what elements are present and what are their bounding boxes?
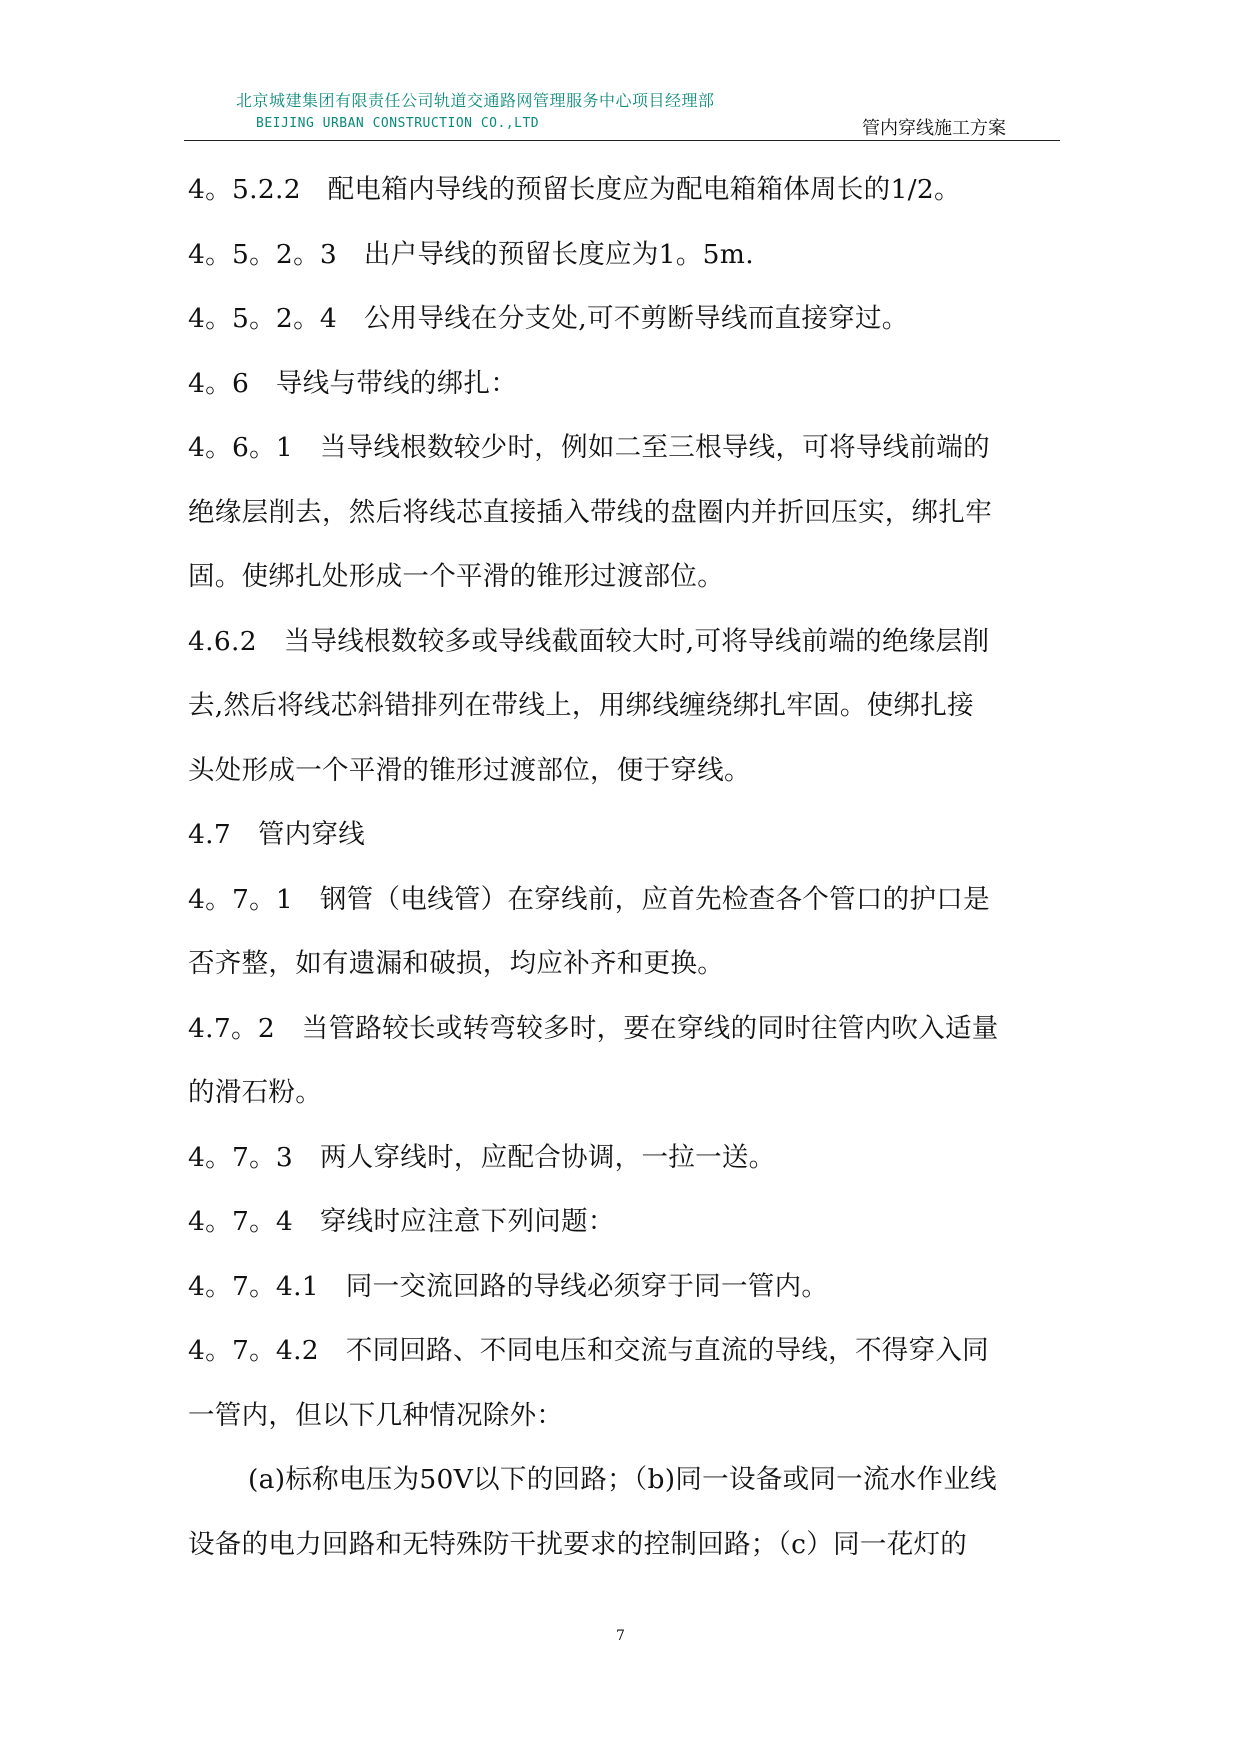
text-line: 4。5。2。3 出户导线的预留长度应为1。5m. [188, 238, 754, 270]
text-line-indented: (a)标称电压为50V以下的回路；（b)同一设备或同一流水作业线 [248, 1464, 997, 1495]
text-line: 去,然后将线芯斜错排列在带线上，用绑线缠绕绑扎牢固。使绑扎接 [188, 690, 974, 721]
text-line: 否齐整，如有遗漏和破损，均应补齐和更换。 [188, 948, 724, 979]
header-divider [184, 140, 1060, 141]
document-title: 管内穿线施工方案 [862, 118, 1006, 139]
text-line: 设备的电力回路和无特殊防干扰要求的控制回路；（c）同一花灯的 [188, 1528, 968, 1560]
text-line: 头处形成一个平滑的锥形过渡部位，便于穿线。 [188, 754, 751, 786]
text-line: 绝缘层削去，然后将线芯直接插入带线的盘圈内并折回压实，绑扎牢 [188, 496, 992, 528]
text-line: 4。6。1 当导线根数较少时，例如二至三根导线，可将导线前端的 [188, 432, 990, 463]
text-line: 4。7。4 穿线时应注意下列问题： [188, 1206, 615, 1237]
text-line: 的滑石粉。 [188, 1077, 322, 1108]
text-line: 4。7。4.2 不同回路、不同电压和交流与直流的导线，不得穿入同 [188, 1335, 989, 1366]
company-name-english: BEIJING URBAN CONSTRUCTION CO.,LTD [256, 116, 540, 131]
text-line: 4。7。1 钢管（电线管）在穿线前，应首先检查各个管口的护口是 [188, 883, 990, 915]
document-body [188, 158, 1068, 1577]
company-name-chinese: 北京城建集团有限责任公司轨道交通路网管理服务中心项目经理部 [236, 91, 715, 110]
text-line: 固。使绑扎处形成一个平滑的锥形过渡部位。 [188, 561, 724, 592]
page-header [184, 86, 1060, 144]
text-line: 4。7。4.1 同一交流回路的导线必须穿于同一管内。 [188, 1270, 829, 1302]
text-line: 一管内，但以下几种情况除外： [188, 1399, 564, 1431]
text-line: 4。5。2。4 公用导线在分支处,可不剪断导线而直接穿过。 [188, 303, 909, 334]
page-number: 7 [616, 1628, 625, 1644]
text-line: 4。5.2.2 配电箱内导线的预留长度应为配电箱箱体周长的1/2。 [188, 174, 961, 205]
text-line: 4.6.2 当导线根数较多或导线截面较大时,可将导线前端的绝缘层削 [188, 625, 990, 657]
text-line: 4。7。3 两人穿线时，应配合协调，一拉一送。 [188, 1141, 776, 1173]
section-heading: 4.7 管内穿线 [188, 819, 366, 850]
text-line: 4.7。2 当管路较长或转弯较多时，要在穿线的同时往管内吹入适量 [188, 1012, 999, 1044]
section-heading: 4。6 导线与带线的绑扎： [188, 367, 518, 399]
